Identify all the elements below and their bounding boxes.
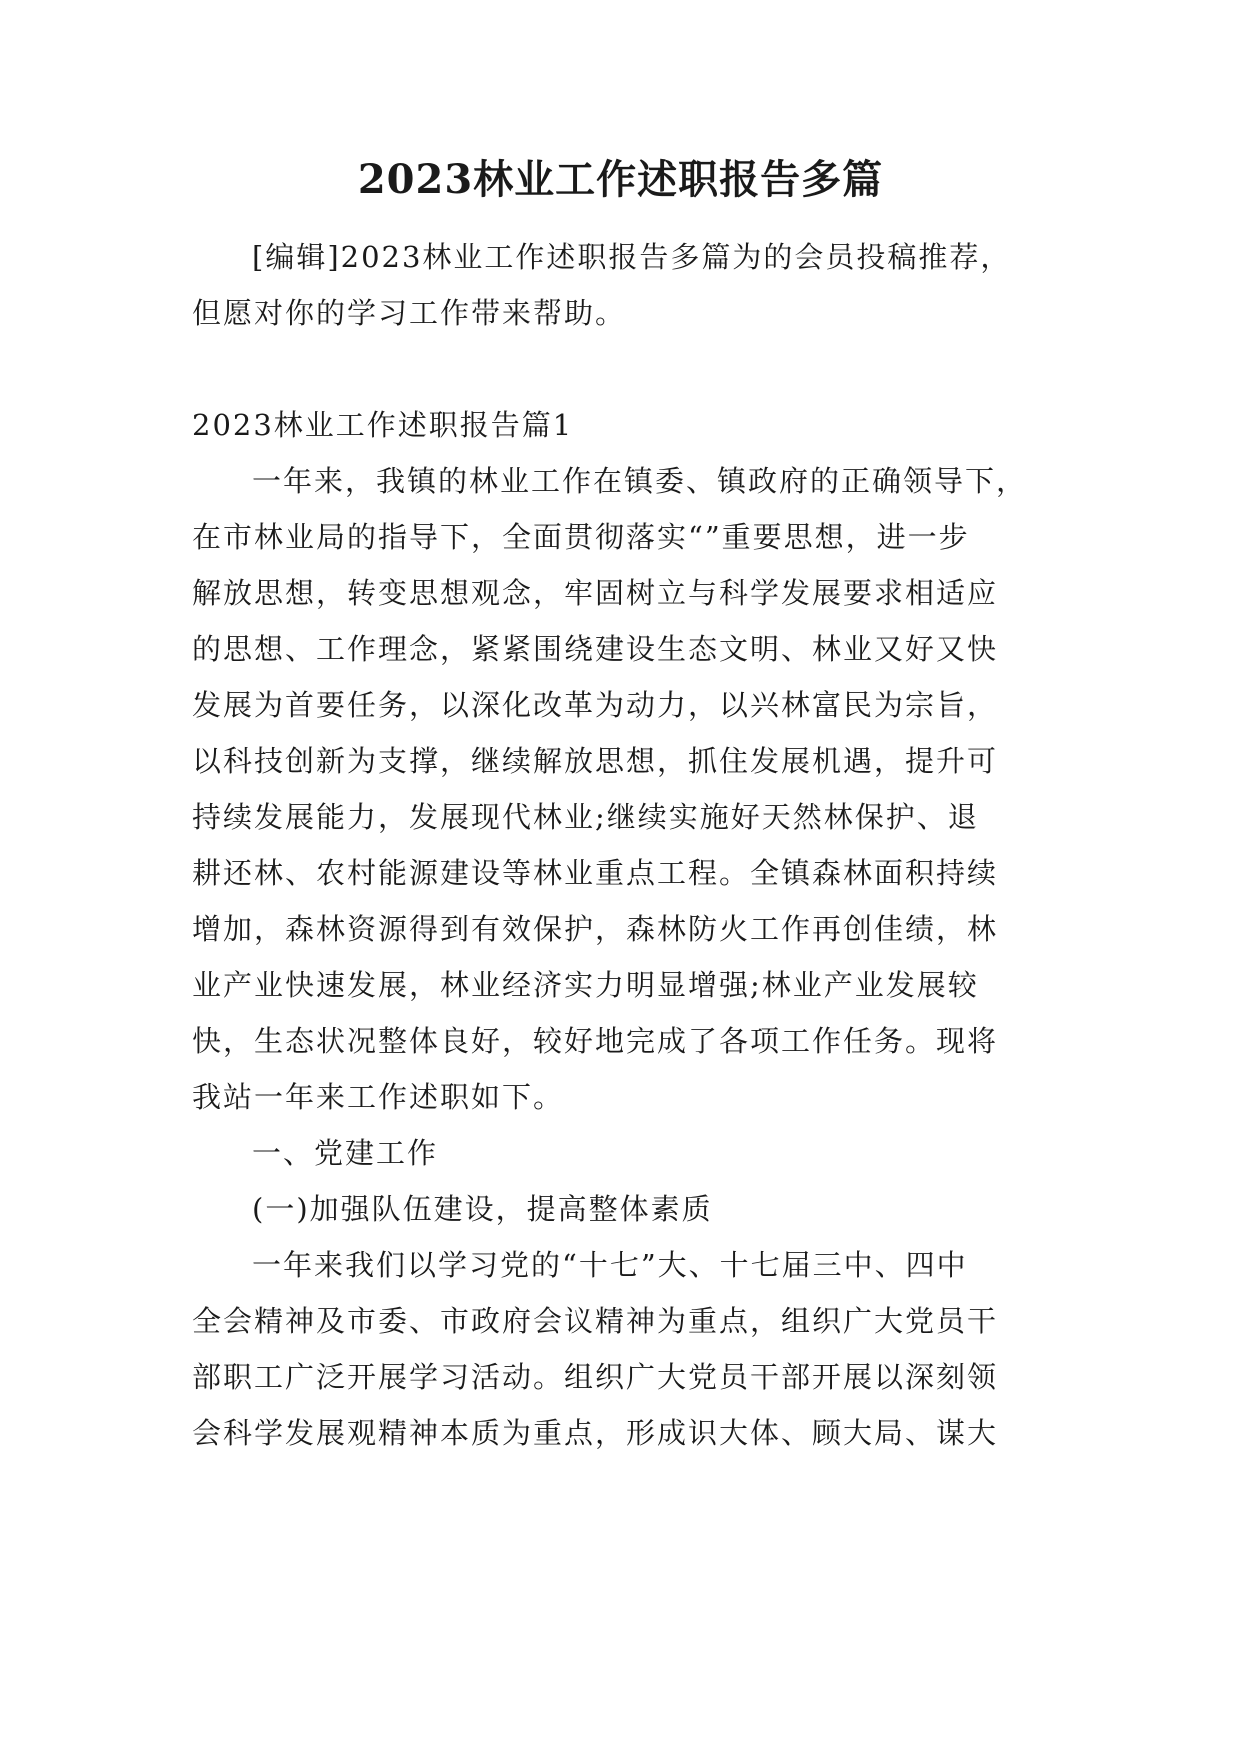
paragraph-line: 解放思想，转变思想观念，牢固树立与科学发展要求相适应 — [192, 576, 999, 610]
heading-party-building: 一、党建工作 — [252, 1136, 439, 1170]
paragraph-line: 快，生态状况整体良好，较好地完成了各项工作任务。现将 — [192, 1024, 999, 1058]
paragraph-line: 发展为首要任务，以深化改革为动力，以兴林富民为宗旨， — [192, 688, 999, 722]
paragraph-line: 一年来，我镇的林业工作在镇委、镇政府的正确领导下， — [252, 464, 1028, 498]
paragraph-line: 一年来我们以学习党的“十七”大、十七届三中、四中 — [252, 1248, 968, 1282]
subheading-team-building: (一)加强队伍建设，提高整体素质 — [252, 1192, 713, 1226]
paragraph-line: 业产业快速发展，林业经济实力明显增强;林业产业发展较 — [192, 968, 979, 1002]
paragraph-line: 耕还林、农村能源建设等林业重点工程。全镇森林面积持续 — [192, 856, 999, 890]
paragraph-line: 我站一年来工作述职如下。 — [192, 1080, 565, 1114]
paragraph-line: 部职工广泛开展学习活动。组织广大党员干部开展以深刻领 — [192, 1360, 999, 1394]
paragraph-line: 以科技创新为支撑，继续解放思想，抓住发展机遇，提升可 — [192, 744, 999, 778]
paragraph-line: 在市林业局的指导下，全面贯彻落实“”重要思想，进一步 — [192, 520, 970, 554]
paragraph-line: 的思想、工作理念，紧紧围绕建设生态文明、林业又好又快 — [192, 632, 999, 666]
document-title: 2023林业工作述职报告多篇 — [357, 156, 884, 203]
intro-line-2: 但愿对你的学习工作带来帮助。 — [192, 296, 627, 330]
paragraph-line: 持续发展能力，发展现代林业;继续实施好天然林保护、退 — [192, 800, 979, 834]
section-heading: 2023林业工作述职报告篇1 — [192, 408, 574, 442]
paragraph-line: 会科学发展观精神本质为重点，形成识大体、顾大局、谋大 — [192, 1416, 999, 1450]
paragraph-line: 增加，森林资源得到有效保护，森林防火工作再创佳绩，林 — [192, 912, 999, 946]
paragraph-line: 全会精神及市委、市政府会议精神为重点，组织广大党员干 — [192, 1304, 999, 1338]
intro-line-1: [编辑]2023林业工作述职报告多篇为的会员投稿推荐， — [252, 240, 1012, 274]
